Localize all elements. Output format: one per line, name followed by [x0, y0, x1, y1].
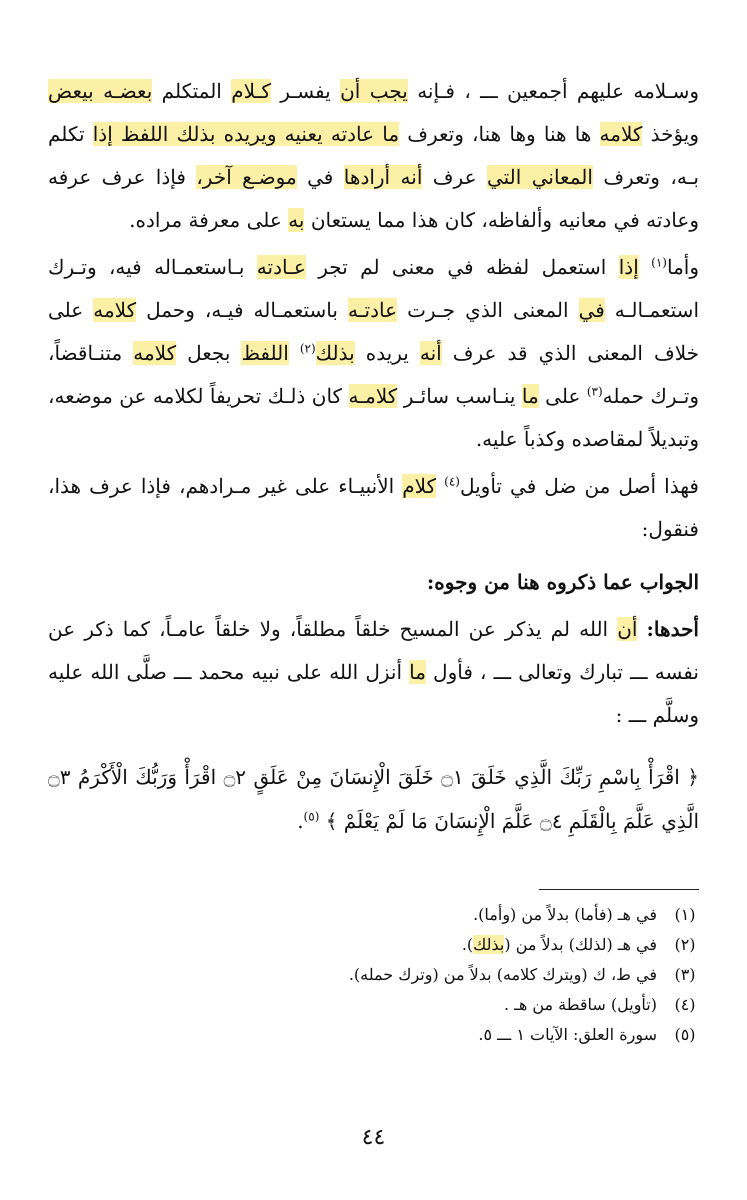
- highlighted-text: كلامه: [133, 341, 177, 365]
- text-segment: فهذا أصل من ضل في تأويل: [459, 474, 699, 498]
- highlighted-text: به: [288, 208, 305, 232]
- text-segment: على: [538, 384, 587, 408]
- highlighted-text: بذلك: [315, 341, 355, 365]
- footnote-2: [48, 930, 699, 960]
- text-segment: ).: [461, 935, 474, 954]
- highlighted-text: ما عادته يعنيه ويريده بذلك اللفظ إذا: [92, 122, 400, 146]
- highlighted-text: كلامـه: [348, 384, 398, 408]
- highlighted-text: ما: [409, 660, 426, 684]
- footnote-text: [349, 960, 657, 990]
- highlighted-text: أنه: [419, 341, 442, 365]
- footnote-4: [48, 990, 699, 1020]
- text-segment: أنزل الله على نبيه محمد ـــ صلَّى الله عليه وسلَّم ـــ :: [48, 660, 699, 727]
- text-segment: (تأويل) ساقطة من هـ .: [503, 995, 657, 1014]
- text-segment: بجعل: [176, 341, 242, 365]
- footnote-divider: [539, 889, 699, 890]
- text-segment: [289, 341, 300, 365]
- highlighted-text: موضـع آخر،: [196, 165, 297, 189]
- text-segment: سورة العلق: الآيات ١ ـــ ٥.: [478, 1025, 657, 1044]
- text-segment: يريده: [354, 341, 420, 365]
- highlighted-text: ما: [521, 384, 539, 408]
- text-segment: الأنبيـاء على غير مـرادهم، فإذا عرف هذا، فنقول:: [48, 474, 699, 541]
- text-segment: في: [296, 165, 344, 189]
- footnotes: [48, 900, 699, 1050]
- footnote-number: (٢): [674, 935, 696, 954]
- text-segment: استعمل لفظه في معنى لم تجر: [305, 255, 619, 279]
- footnote-text: [473, 900, 657, 930]
- highlighted-text: إذا: [618, 255, 639, 279]
- highlighted-text: كلامه: [93, 298, 137, 322]
- text-segment: عرف: [422, 165, 487, 189]
- footnote-text: [462, 930, 657, 960]
- footnote-ref: (١): [651, 255, 667, 270]
- text-segment: تكلم بـه، وتعرف: [48, 122, 699, 189]
- text-segment: [436, 474, 444, 498]
- footnote-text: [504, 990, 657, 1020]
- footnote-3: [48, 960, 699, 990]
- text-segment: المعنى الذي جـرت: [397, 298, 579, 322]
- answer-paragraph: [48, 608, 699, 737]
- text-segment: على خلاف المعنى الذي قد عرف: [48, 298, 700, 365]
- text-segment: وسـلامه عليهم أجمعين ـــ ، فـإنه: [407, 79, 700, 103]
- text-segment: متنـاقضاً، وتـرك حمله: [48, 341, 699, 408]
- footnote-text: [478, 1020, 657, 1050]
- highlighted-text: كـلام: [231, 79, 271, 103]
- quran-footnote-ref: (٥): [303, 809, 320, 824]
- footnote-5: [48, 1020, 699, 1050]
- text-segment: في هـ (فأما) بدلاً من (وأما).: [473, 905, 657, 924]
- text-segment: باستعمـاله فيـه، وحمل: [136, 298, 348, 322]
- text-segment: المتكلم: [152, 79, 232, 103]
- footnote-ref: (٣): [586, 384, 603, 399]
- highlighted-text: عـادته: [256, 255, 306, 279]
- page-number: ٤٤: [361, 1125, 386, 1150]
- footnote-number: (٥): [674, 1025, 696, 1044]
- quran-end: .: [297, 809, 304, 833]
- text-segment: [639, 255, 651, 279]
- footnote-number: (١): [674, 905, 696, 924]
- footnote-1: [48, 900, 699, 930]
- answer-text: [48, 617, 699, 727]
- text-segment: الله لم يذكر عن المسيح خلقاً مطلقاً، ولا خلقاً عامـاً، كما ذكر عن نفسه ـــ تبارك وتعالى ـــ ، فأول: [48, 617, 699, 684]
- footnote-number: (٣): [674, 965, 696, 984]
- text-segment: فإذا عرف عرفه وعادته في معانيه وألفاظه، كان هذا مما يستعان: [48, 165, 699, 232]
- paragraph-3: [48, 465, 699, 551]
- highlighted-text: بذلك: [473, 935, 505, 954]
- text-segment: بـاستعمـاله فيه، وتـرك استعمـالـه: [48, 255, 699, 322]
- highlighted-text: أن: [617, 617, 638, 641]
- answer-label: أحدها:: [646, 617, 699, 641]
- highlighted-text: في: [578, 298, 605, 322]
- footnote-number: (٤): [674, 995, 696, 1014]
- highlighted-text: المعاني التي: [486, 165, 593, 189]
- text-segment: ويؤخذ: [642, 122, 700, 146]
- paragraph-1: [48, 70, 699, 242]
- text-segment: في هـ (لذلك) بدلاً من (: [504, 935, 657, 954]
- quran-verse: [48, 755, 699, 843]
- text-segment: يفسـر: [270, 79, 341, 103]
- quran-text: ﴿ اقْرَأْ بِاسْمِ رَبِّكَ الَّذِي خَلَقَ ۝١ خَلَقَ الْإِنسَانَ مِنْ عَلَقٍ ۝٢ اقْرَأْ وَرَبُّكَ الْأَكْرَمُ ۝٣ الَّذِي عَلَّمَ بِالْقَلَمِ ۝٤ عَلَّمَ الْإِنسَانَ مَا لَمْ يَعْلَمْ ﴾: [48, 765, 699, 833]
- highlighted-text: عادتـه: [347, 298, 398, 322]
- footnote-ref: (٢): [299, 341, 316, 356]
- highlighted-text: كلام: [402, 474, 437, 498]
- text-segment: [637, 617, 646, 641]
- answer-heading: الجواب عما ذكروه هنا من وجوه:: [426, 570, 699, 594]
- highlighted-text: بعضـه بيعض: [48, 79, 153, 103]
- highlighted-text: أنه أرادها: [343, 165, 423, 189]
- footnote-ref: (٤): [444, 474, 460, 489]
- text-segment: على معرفة مراده.: [129, 208, 289, 232]
- highlighted-text: كلامه: [599, 122, 643, 146]
- text-segment: وأما: [666, 255, 699, 279]
- highlighted-text: اللفظ: [241, 341, 289, 365]
- text-segment: ينـاسب سائـر: [397, 384, 522, 408]
- highlighted-text: يجب أن: [340, 79, 408, 103]
- paragraph-2: [48, 246, 699, 461]
- text-segment: في ط، ك (ويترك كلامه) بدلاً من (وترك حمله).: [348, 965, 657, 984]
- text-segment: ها هنا وها هنا، وتعرف: [399, 122, 600, 146]
- text-segment: كان ذلـك تحريفاً لكلامه عن موضعه، وتبديلاً لمقاصده وكذباً عليه.: [48, 384, 699, 451]
